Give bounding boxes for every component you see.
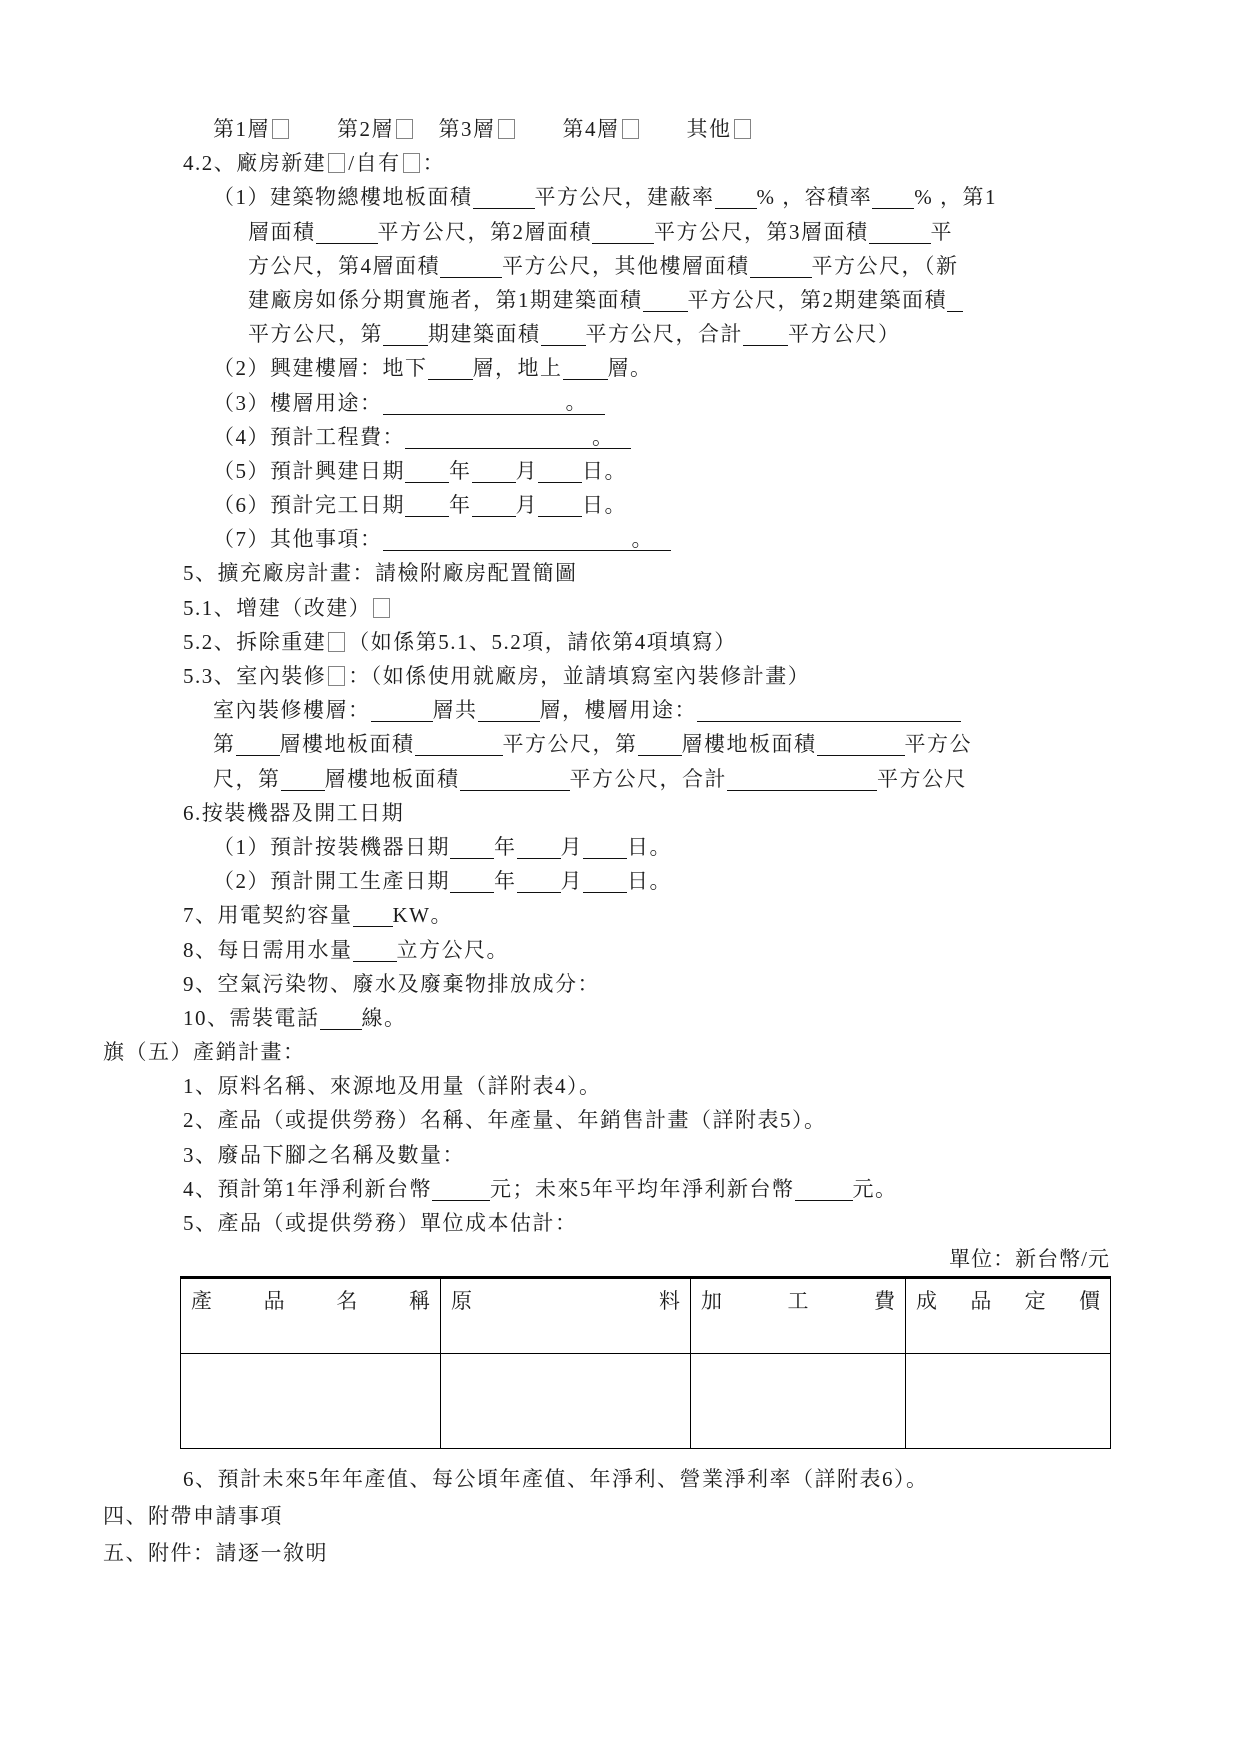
fill-in-blank[interactable] xyxy=(450,836,494,859)
item-5-1-addition xyxy=(0,591,1241,625)
item-8-water-usage xyxy=(0,933,1241,967)
form-text: 平方公尺，第 xyxy=(248,322,383,347)
form-text: 線。 xyxy=(361,1005,407,1030)
form-text: （如係第5.1、5.2項，請依第4項填寫） xyxy=(348,629,737,654)
fill-in-blank[interactable] xyxy=(405,494,449,517)
checkbox[interactable] xyxy=(328,153,345,173)
form-text: 平方公尺，合計 xyxy=(569,766,727,791)
table-header-cell xyxy=(441,1278,691,1354)
fill-in-blank[interactable] xyxy=(817,733,905,756)
form-text: 平方公尺，其他樓層面積 xyxy=(502,253,750,278)
form-text: 年 xyxy=(449,458,472,483)
form-text: 年 xyxy=(449,493,472,518)
fill-in-blank[interactable] xyxy=(743,323,788,346)
fill-in-blank[interactable] xyxy=(383,391,605,414)
fill-in-blank[interactable] xyxy=(869,221,931,244)
form-text: 5.1、增建（改建） xyxy=(183,595,372,620)
item-9-pollutants xyxy=(0,967,1241,1001)
form-text: 4.2、廠房新建 xyxy=(183,151,327,176)
form-text: 5、擴充廠房計畫：請檢附廠房配置簡圖 xyxy=(183,561,578,586)
item-4-2-7-other xyxy=(0,522,1241,556)
header-char: 定 xyxy=(1024,1289,1046,1314)
form-text: （6）預計完工日期 xyxy=(213,493,405,518)
form-text: （2）興建樓層：地下 xyxy=(213,356,428,381)
fill-in-blank[interactable] xyxy=(428,357,473,380)
form-text: 層樓地板面積 xyxy=(681,732,817,757)
form-text: 月 xyxy=(515,458,538,483)
table-cell[interactable] xyxy=(906,1354,1111,1449)
fill-in-blank[interactable] xyxy=(947,289,963,312)
item-5-3-interior-area-2 xyxy=(0,762,1241,796)
fill-in-blank[interactable] xyxy=(643,289,688,312)
table-header-text xyxy=(691,1279,905,1315)
section-4-2-new-plant xyxy=(0,146,1241,180)
table-header-text xyxy=(906,1279,1110,1315)
form-text: 第3層 xyxy=(416,117,496,141)
item-7-power-capacity xyxy=(0,898,1241,932)
table-unit-label: 單位：新台幣/元 xyxy=(949,1247,1110,1272)
fill-in-blank[interactable] xyxy=(795,1178,853,1201)
fill-in-blank[interactable] xyxy=(697,699,961,722)
form-text: ：（如係使用就廠房，並請填寫室內裝修計畫） xyxy=(348,664,811,688)
item-4-2-4-cost xyxy=(0,420,1241,454)
form-text: 年 xyxy=(494,869,517,894)
form-text: 平方公尺） xyxy=(788,322,901,347)
fill-in-blank[interactable] xyxy=(473,186,535,209)
checkbox[interactable] xyxy=(328,632,345,652)
form-text: 平方公尺，第 xyxy=(502,732,638,757)
fill-in-blank[interactable] xyxy=(371,699,433,722)
form-text: 第 xyxy=(213,732,236,757)
form-text: 平方公尺，第3層面積 xyxy=(654,219,869,244)
fill-in-blank[interactable] xyxy=(236,733,280,756)
item-4-2-1-cont-1 xyxy=(0,215,1241,249)
checkbox[interactable] xyxy=(272,119,289,139)
checkbox[interactable] xyxy=(396,119,413,139)
item-4-2-5-start-date xyxy=(0,454,1241,488)
fill-in-blank[interactable] xyxy=(727,768,877,791)
fill-in-blank[interactable] xyxy=(460,768,570,791)
fill-in-blank[interactable] xyxy=(472,494,516,517)
form-text: 月 xyxy=(515,493,538,518)
form-text: 平方公尺，（新 xyxy=(811,253,959,278)
item-4-2-1-cont-3 xyxy=(0,283,1241,317)
form-text: 層。 xyxy=(607,356,653,381)
item-5-2-rebuild xyxy=(0,625,1241,659)
form-text: 3、廢品下腳之名稱及數量： xyxy=(183,1142,465,1167)
item-5-3-interior-floors xyxy=(0,693,1241,727)
header-char: 品 xyxy=(970,1289,992,1314)
period-mark: 。 xyxy=(631,527,653,552)
fill-in-blank[interactable] xyxy=(472,460,516,483)
header-char: 原 xyxy=(451,1289,472,1314)
checkbox[interactable] xyxy=(328,666,345,686)
header-char: 工 xyxy=(787,1289,809,1314)
fill-in-blank[interactable] xyxy=(440,255,502,278)
form-text: 月 xyxy=(560,834,583,859)
form-text: 10、需裝電話 xyxy=(183,1005,320,1030)
fill-in-blank[interactable] xyxy=(872,186,914,209)
fill-in-blank[interactable] xyxy=(583,836,627,859)
checkbox[interactable] xyxy=(734,119,751,139)
item-4-2-1-building-area xyxy=(0,180,1241,214)
item-4-2-1-cont-4 xyxy=(0,317,1241,351)
form-text: 層面積 xyxy=(248,219,316,244)
form-text: 尺，第 xyxy=(213,766,281,791)
form-text: （1）建築物總樓地板面積 xyxy=(213,185,473,210)
unit-cost-table-container xyxy=(0,1276,1241,1449)
form-text: 5、產品（或提供勞務）單位成本估計： xyxy=(183,1211,578,1235)
form-text: 平方公尺，合計 xyxy=(585,322,743,347)
form-text: 層樓地板面積 xyxy=(279,732,415,757)
form-body xyxy=(0,112,1241,1240)
period-mark: 。 xyxy=(565,390,587,415)
fill-in-blank[interactable] xyxy=(478,699,540,722)
form-text: 平方公尺 xyxy=(877,766,967,791)
fill-in-blank[interactable] xyxy=(415,733,503,756)
item-5-3-interior xyxy=(0,659,1241,693)
form-text: 元；未來5年平均年淨利新台幣 xyxy=(490,1176,795,1201)
item-m2-products xyxy=(0,1103,1241,1137)
unit-cost-table xyxy=(180,1276,1111,1449)
form-text: （7）其他事項： xyxy=(213,527,383,552)
form-text: 建廠房如係分期實施者，第1期建築面積 xyxy=(248,287,643,312)
form-text: KW。 xyxy=(392,903,453,928)
fill-in-blank[interactable] xyxy=(353,938,397,961)
fill-in-blank[interactable] xyxy=(638,733,682,756)
header-char: 價 xyxy=(1078,1289,1100,1314)
form-text: 4、預計第1年淨利新台幣 xyxy=(183,1176,432,1201)
header-char: 加 xyxy=(701,1289,722,1314)
header-char: 成 xyxy=(916,1289,937,1314)
table-cell[interactable] xyxy=(181,1354,441,1449)
form-text: 5.2、拆除重建 xyxy=(183,629,327,654)
form-text: 月 xyxy=(560,869,583,894)
form-content xyxy=(0,112,1241,1572)
floor-checkboxes-row xyxy=(0,112,1241,146)
form-text: 期建築面積 xyxy=(428,322,541,347)
form-text: 日。 xyxy=(627,869,672,894)
item-m1-raw-materials xyxy=(0,1069,1241,1103)
fill-in-blank[interactable] xyxy=(383,323,428,346)
form-text: 日。 xyxy=(627,834,672,859)
form-text: （1）預計按裝機器日期 xyxy=(213,834,450,859)
form-text: （5）預計興建日期 xyxy=(213,458,405,483)
fill-in-blank[interactable] xyxy=(450,870,494,893)
form-text: 立方公尺。 xyxy=(396,937,509,962)
fill-in-blank[interactable] xyxy=(320,1007,362,1030)
form-text: 平方公 xyxy=(904,732,972,757)
form-text: （3）樓層用途： xyxy=(213,390,383,415)
form-text: 5.3、室內裝修 xyxy=(183,664,327,688)
form-text: 平 xyxy=(930,219,953,244)
item-5-3-interior-area-1 xyxy=(0,727,1241,761)
fill-in-blank[interactable] xyxy=(281,768,325,791)
fill-in-blank[interactable] xyxy=(353,904,393,927)
section-5-expansion-plan xyxy=(0,556,1241,590)
form-text: 2、產品（或提供勞務）名稱、年產量、年銷售計畫（詳附表5）。 xyxy=(183,1108,827,1133)
form-text: % ，第1 xyxy=(914,185,997,210)
form-text: ： xyxy=(422,151,446,176)
form-text: 層共 xyxy=(432,698,478,723)
item-4-2-3-floor-use xyxy=(0,386,1241,420)
fill-in-blank[interactable] xyxy=(316,221,378,244)
item-6-2-production-date xyxy=(0,864,1241,898)
checkbox[interactable] xyxy=(403,153,420,173)
form-text: 第1層 xyxy=(213,117,270,141)
form-text: 層，地上 xyxy=(472,356,563,381)
item-m3-waste xyxy=(0,1138,1241,1172)
section-5-marketing-plan xyxy=(0,1035,1241,1069)
header-char: 費 xyxy=(874,1289,895,1314)
form-text: 1、原料名稱、來源地及用量（詳附表4）。 xyxy=(183,1074,602,1099)
fill-in-blank[interactable] xyxy=(750,255,812,278)
fill-in-blank[interactable] xyxy=(715,186,757,209)
form-text: 層，樓層用途： xyxy=(539,698,697,723)
header-char: 品 xyxy=(263,1289,285,1314)
item-m5-unit-cost xyxy=(0,1206,1241,1240)
form-text: 第2層 xyxy=(292,117,394,141)
form-text: 日。 xyxy=(582,493,627,518)
form-text: 平方公尺，建蔽率 xyxy=(534,185,715,210)
form-text: 7、用電契約容量 xyxy=(183,903,353,928)
table-header-row xyxy=(181,1278,1111,1354)
fill-in-blank[interactable] xyxy=(563,357,608,380)
form-text: 五、附件：請逐一敘明 xyxy=(103,1541,328,1566)
fill-in-blank[interactable] xyxy=(405,460,449,483)
form-text: 9、空氣污染物、廢水及廢棄物排放成分： xyxy=(183,971,600,996)
checkbox[interactable] xyxy=(622,119,639,139)
table-header-cell xyxy=(691,1278,906,1354)
form-text: （2）預計開工生產日期 xyxy=(213,869,450,894)
form-text: 層樓地板面積 xyxy=(324,766,460,791)
header-char: 名 xyxy=(336,1289,358,1314)
table-header-text xyxy=(181,1279,440,1315)
form-text: 6.按裝機器及開工日期 xyxy=(183,800,405,825)
table-header-text xyxy=(441,1279,690,1315)
form-text: 日。 xyxy=(582,458,627,483)
form-text: 方公尺，第4層面積 xyxy=(248,253,440,278)
form-text: 8、每日需用水量 xyxy=(183,937,353,962)
fill-in-blank[interactable] xyxy=(538,494,582,517)
section-6-machine-install xyxy=(0,796,1241,830)
table-header-cell xyxy=(181,1278,441,1354)
fill-in-blank[interactable] xyxy=(432,1178,490,1201)
header-char: 產 xyxy=(191,1289,212,1314)
fill-in-blank[interactable] xyxy=(583,870,627,893)
form-text: 平方公尺，第2期建築面積 xyxy=(687,287,947,312)
fill-in-blank[interactable] xyxy=(592,221,654,244)
fill-in-blank[interactable] xyxy=(383,528,671,551)
fill-in-blank[interactable] xyxy=(541,323,586,346)
period-mark: 。 xyxy=(592,424,613,449)
header-char: 料 xyxy=(659,1289,680,1314)
section-4-additional-requests xyxy=(0,1498,1241,1535)
fill-in-blank[interactable] xyxy=(517,836,561,859)
checkbox[interactable] xyxy=(373,598,390,618)
table-cell[interactable] xyxy=(441,1354,691,1449)
item-4-2-1-cont-2 xyxy=(0,249,1241,283)
form-text: 室內裝修樓層： xyxy=(213,698,371,723)
form-text: 年 xyxy=(494,834,517,859)
form-text: 四、附帶申請事項 xyxy=(103,1504,283,1529)
form-text: % ，容積率 xyxy=(756,185,873,210)
table-row xyxy=(181,1354,1111,1449)
item-4-2-6-finish-date xyxy=(0,488,1241,522)
form-text: 第4層 xyxy=(517,117,620,141)
item-m6-future-value xyxy=(0,1461,1241,1498)
form-text: 元。 xyxy=(852,1176,898,1201)
form-text: 平方公尺，第2層面積 xyxy=(377,219,592,244)
fill-in-blank[interactable] xyxy=(405,426,631,449)
checkbox[interactable] xyxy=(498,119,515,139)
form-text: /自有 xyxy=(348,151,401,176)
item-m4-profit xyxy=(0,1172,1241,1206)
fill-in-blank[interactable] xyxy=(538,460,582,483)
item-10-phone-lines xyxy=(0,1001,1241,1035)
table-cell[interactable] xyxy=(691,1354,906,1449)
fill-in-blank[interactable] xyxy=(517,870,561,893)
form-text: 旗（五）產銷計畫： xyxy=(103,1040,306,1065)
header-char: 稱 xyxy=(408,1289,430,1314)
form-footer xyxy=(0,1461,1241,1572)
form-text: 6、預計未來5年年產值、每公頃年產值、年淨利、營業淨利率（詳附表6）。 xyxy=(183,1467,929,1492)
form-text: 其他 xyxy=(641,117,732,141)
form-text: （4）預計工程費： xyxy=(213,424,405,449)
item-6-1-install-date xyxy=(0,830,1241,864)
section-5-attachments xyxy=(0,1535,1241,1572)
item-4-2-2-floors xyxy=(0,351,1241,385)
table-header-cell xyxy=(906,1278,1111,1354)
